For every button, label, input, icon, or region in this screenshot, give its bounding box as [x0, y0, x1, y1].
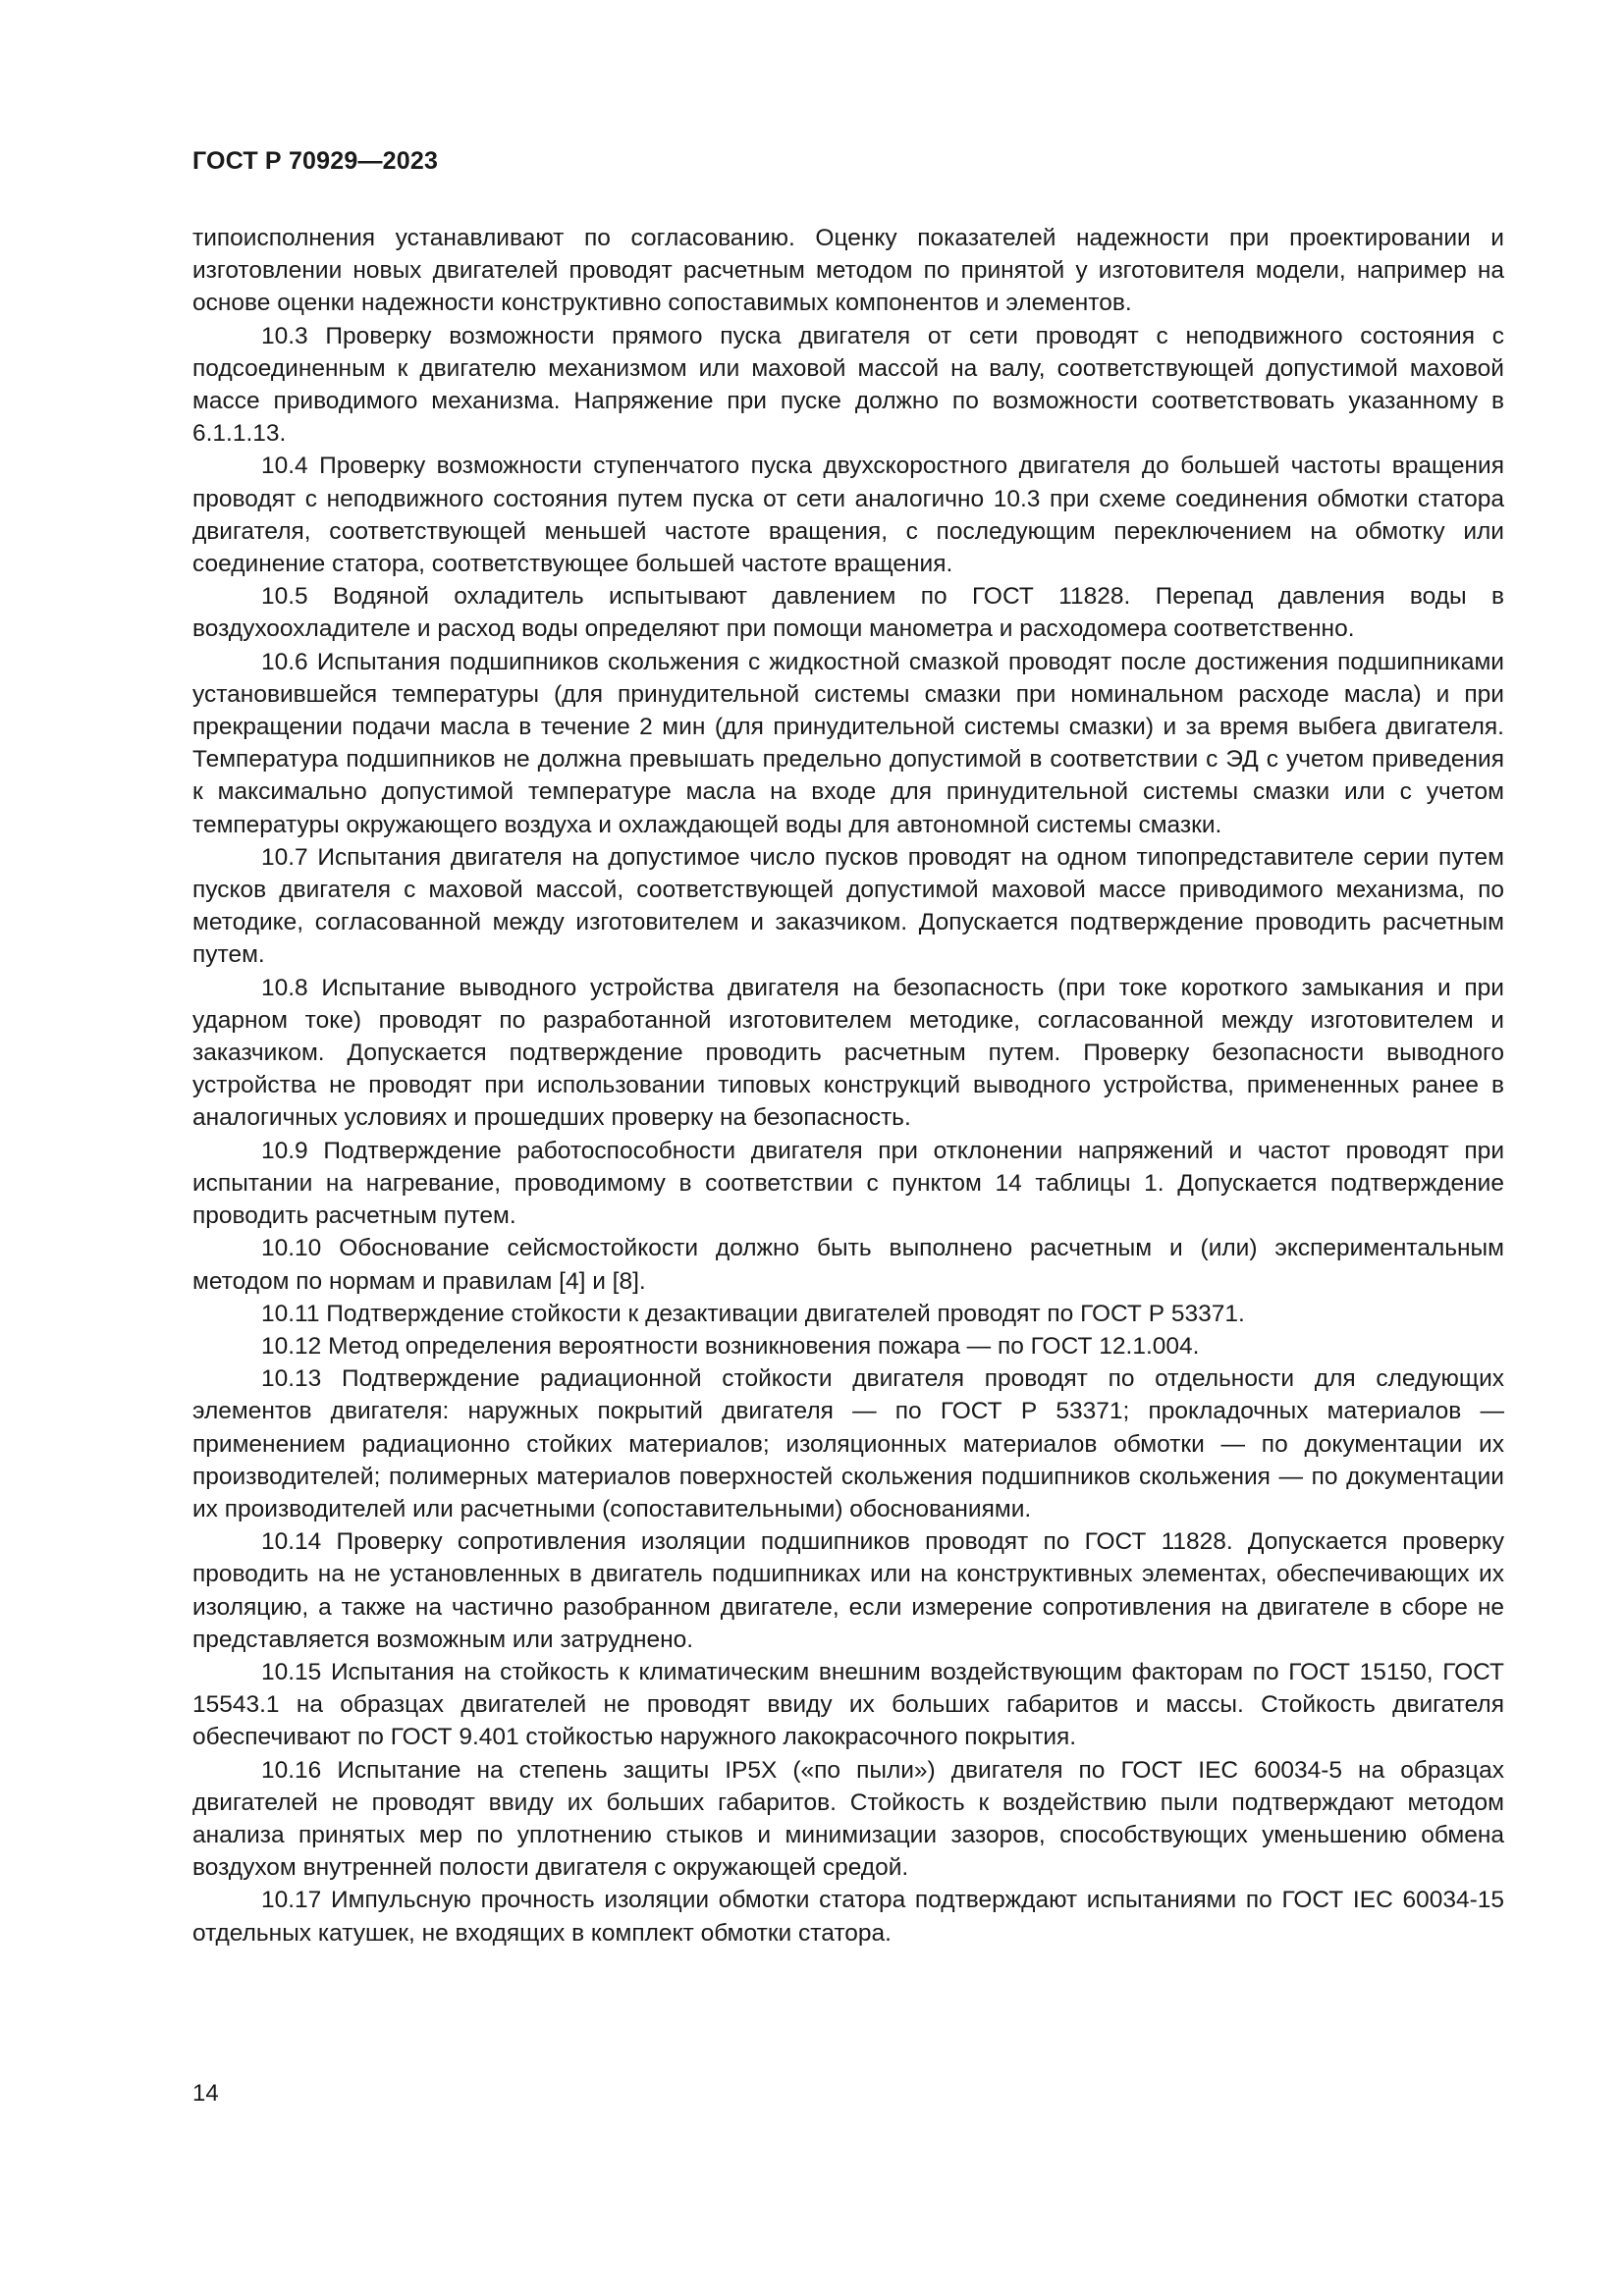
paragraph-10-8: 10.8 Испытание выводного устройства двигателя на безопасность (при токе короткого замыкания и при ударном токе) проводят по разработанной изготовителем методике, согласованной между изготовителем и заказчиком. Допускается подтверждение проводить расчетным путем. Проверку безопасности выводного устройства не проводят при использовании типовых конструкций выводного устройства, примененных ранее в аналогичных условиях и прошедших проверку на безопасность. — [192, 974, 1504, 1132]
paragraph-10-13: 10.13 Подтверждение радиационной стойкости двигателя проводят по отдельности для следующих элементов двигателя: наружных покрытий двигателя — по ГОСТ Р 53371; прокладочных материалов — применением радиационно стойких материалов; изоляционных материалов обмотки — по документации их производителей; полимерных материалов поверхностей скольжения подшипников скольжения — по документации их производителей или расчетными (сопоставительными) обоснованиями. — [192, 1365, 1504, 1522]
page-number: 14 — [192, 2080, 219, 2107]
paragraph-10-11: 10.11 Подтверждение стойкости к дезактивации двигателей проводят по ГОСТ Р 53371. — [261, 1300, 1245, 1327]
paragraph-10-12: 10.12 Метод определения вероятности возникновения пожара — по ГОСТ 12.1.004. — [261, 1332, 1200, 1360]
document-body — [192, 222, 1504, 1949]
paragraph-10-5: 10.5 Водяной охладитель испытывают давлением по ГОСТ 11828. Перепад давления воды в воздухоохладителе и расход воды определяют при помощи манометра и расходомера соответственно. — [192, 583, 1504, 643]
paragraph-10-9: 10.9 Подтверждение работоспособности двигателя при отклонении напряжений и частот проводят при испытании на нагревание, проводимому в соответствии с пунктом 14 таблицы 1. Допускается подтверждение проводить расчетным путем. — [192, 1137, 1504, 1230]
paragraph-10-15: 10.15 Испытания на стойкость к климатическим внешним воздействующим факторам по ГОСТ 15150, ГОСТ 15543.1 на образцах двигателей не проводят ввиду их больших габаритов и массы. Стойкость двигателя обеспечивают по ГОСТ 9.401 стойкостью наружного лакокрасочного покрытия. — [192, 1658, 1504, 1751]
paragraph-10-4: 10.4 Проверку возможности ступенчатого пуска двухскоростного двигателя до большей частоты вращения проводят с неподвижного состояния путем пуска от сети аналогично 10.3 при схеме соединения обмотки статора двигателя, соответствующей меньшей частоте вращения, с последующим переключением на обмотку или соединение статора, соответствующее большей частоте вращения. — [192, 453, 1504, 578]
paragraph-10-6: 10.6 Испытания подшипников скольжения с жидкостной смазкой проводят после достижения подшипниками установившейся температуры (для принудительной системы смазки при номинальном расходе масла) и при прекращении подачи масла в течение 2 мин (для принудительной системы смазки) и за время выбега двигателя. Температура подшипников не должна превышать предельно допустимой в соответствии с ЭД с учетом приведения к максимально допустимой температуре масла на входе для принудительной системы смазки или с учетом температуры окружающего воздуха и охлаждающей воды для автономной системы смазки. — [192, 648, 1504, 838]
paragraph-10-10: 10.10 Обоснование сейсмостойкости должно быть выполнено расчетным и (или) экспериментальным методом по нормам и правилам [4] и [8]. — [192, 1235, 1504, 1295]
paragraph-10-16: 10.16 Испытание на степень защиты IP5X («по пыли») двигателя по ГОСТ IEC 60034-5 на образцах двигателей не проводят ввиду их больших габаритов. Стойкость к воздействию пыли подтверждают методом анализа принятых мер по уплотнению стыков и минимизации зазоров, способствующих уменьшению обмена воздухом внутренней полости двигателя с окружающей средой. — [192, 1756, 1504, 1882]
paragraph-10-7: 10.7 Испытания двигателя на допустимое число пусков проводят на одном типопредставителе серии путем пусков двигателя с маховой массой, соответствующей допустимой маховой массе приводимого механизма, по методике, согласованной между изготовителем и заказчиком. Допускается подтверждение проводить расчетным путем. — [192, 843, 1504, 969]
paragraph-10-3: 10.3 Проверку возможности прямого пуска двигателя от сети проводят с неподвижного состояния с подсоединенным к двигателю механизмом или маховой массой на валу, соответствующей допустимой маховой массе приводимого механизма. Напряжение при пуске должно по возможности соответствовать указанному в 6.1.1.13. — [192, 322, 1504, 448]
paragraph-continuation: типоисполнения устанавливают по согласованию. Оценку показателей надежности при проектировании и изготовлении новых двигателей проводят расчетным методом по принятой у изготовителя модели, например на основе оценки надежности конструктивно сопоставимых компонентов и элементов. — [192, 225, 1504, 317]
paragraph-10-14: 10.14 Проверку сопротивления изоляции подшипников проводят по ГОСТ 11828. Допускается проверку проводить на не установленных в двигатель подшипниках или на конструктивных элементах, обеспечивающих их изоляцию, а также на частично разобранном двигателе, если измерение сопротивления на двигателе в сборе не представляется возможным или затруднено. — [192, 1528, 1504, 1653]
document-header: ГОСТ Р 70929—2023 — [192, 147, 439, 175]
paragraph-10-17: 10.17 Импульсную прочность изоляции обмотки статора подтверждают испытаниями по ГОСТ IEC 60034-15 отдельных катушек, не входящих в комплект обмотки статора. — [192, 1887, 1504, 1947]
